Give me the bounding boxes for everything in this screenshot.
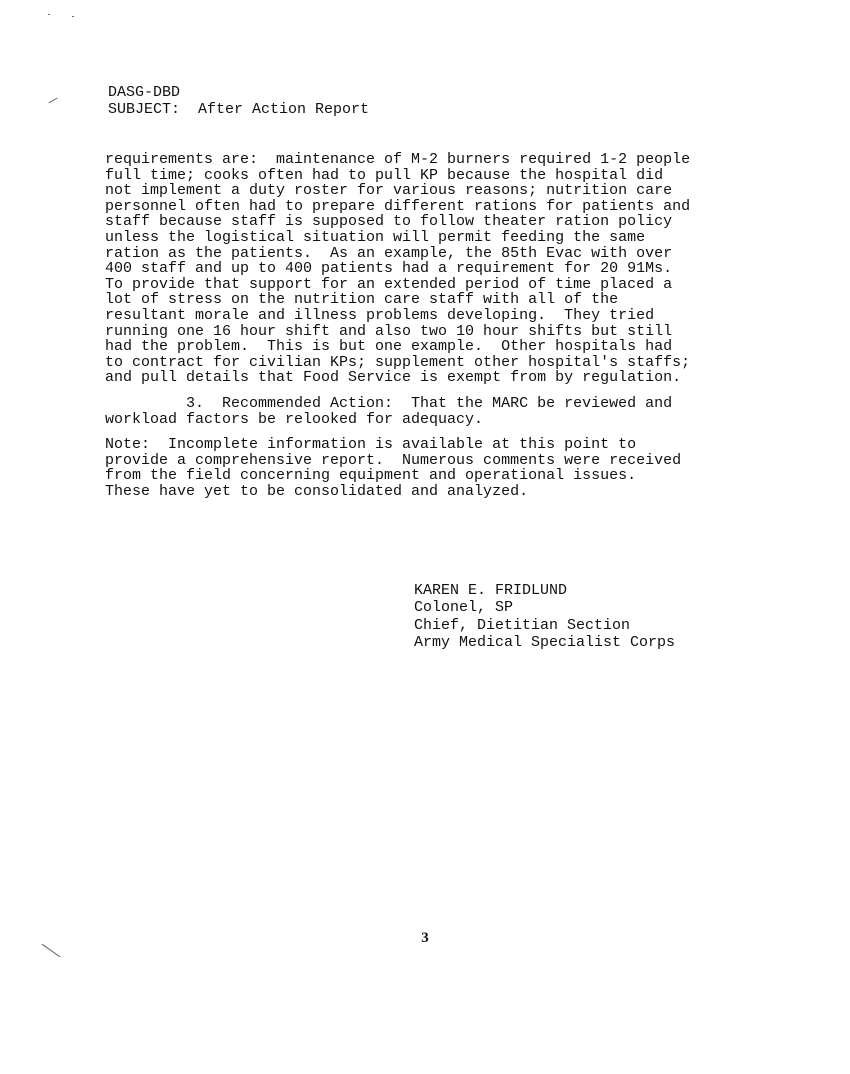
office-symbol: DASG-DBD xyxy=(108,84,181,101)
text-line: 400 staff and up to 400 patients had a requirement for 20 91Ms. xyxy=(105,260,673,278)
text-line: 3. Recommended Action: That the MARC be reviewed and xyxy=(105,394,673,412)
subject-value: After Action Report xyxy=(198,101,370,118)
text-line: workload factors be relooked for adequacy. xyxy=(105,410,484,428)
text-line: running one 16 hour shift and also two 10 hour shifts but still xyxy=(105,322,673,340)
text-line: unless the logistical situation will permit feeding the same xyxy=(105,228,646,246)
page-number: 3 xyxy=(421,930,429,946)
text-line: and pull details that Food Service is exempt from by regulation. xyxy=(105,369,682,387)
text-line: ration as the patients. As an example, the 85th Evac with over xyxy=(105,244,673,262)
paragraph-recommended-action xyxy=(105,396,755,427)
text-line: provide a comprehensive report. Numerous comments were received xyxy=(105,451,682,469)
text-line: lot of stress on the nutrition care staff with all of the xyxy=(105,291,619,309)
signer-organization: Army Medical Specialist Corps xyxy=(414,633,676,651)
text-line: resultant morale and illness problems developing. They tried xyxy=(105,306,655,324)
memo-header xyxy=(108,84,369,118)
signer-name: KAREN E. FRIDLUND xyxy=(414,582,568,599)
signer-rank: Colonel, SP xyxy=(414,599,514,617)
signature-block xyxy=(414,582,675,651)
text-line: To provide that support for an extended period of time placed a xyxy=(105,275,673,293)
scan-mark-top-2 xyxy=(72,16,74,17)
scan-mark-left xyxy=(48,98,57,104)
paragraph-requirements xyxy=(105,152,755,386)
text-line: These have yet to be consolidated and analyzed. xyxy=(105,482,529,500)
text-line: not implement a duty roster for various reasons; nutrition care xyxy=(105,182,673,200)
scan-mark-top xyxy=(48,14,50,15)
text-line: personnel often had to prepare different rations for patients and xyxy=(105,197,691,215)
text-line: full time; cooks often had to pull KP because the hospital did xyxy=(105,166,664,184)
text-line: Note: Incomplete information is available at this point to xyxy=(105,436,637,454)
text-line: from the field concerning equipment and operational issues. xyxy=(105,467,637,485)
text-line: to contract for civilian KPs; supplement other hospital's staffs; xyxy=(105,353,691,371)
signer-position: Chief, Dietitian Section xyxy=(414,616,631,634)
paragraph-note xyxy=(105,437,755,499)
text-line: requirements are: maintenance of M-2 burners required 1-2 people xyxy=(105,151,691,168)
memo-body xyxy=(105,152,755,499)
subject-label: SUBJECT: xyxy=(108,101,181,118)
text-line: had the problem. This is but one example. Other hospitals had xyxy=(105,338,673,356)
text-line: staff because staff is supposed to follow theater ration policy xyxy=(105,213,673,231)
